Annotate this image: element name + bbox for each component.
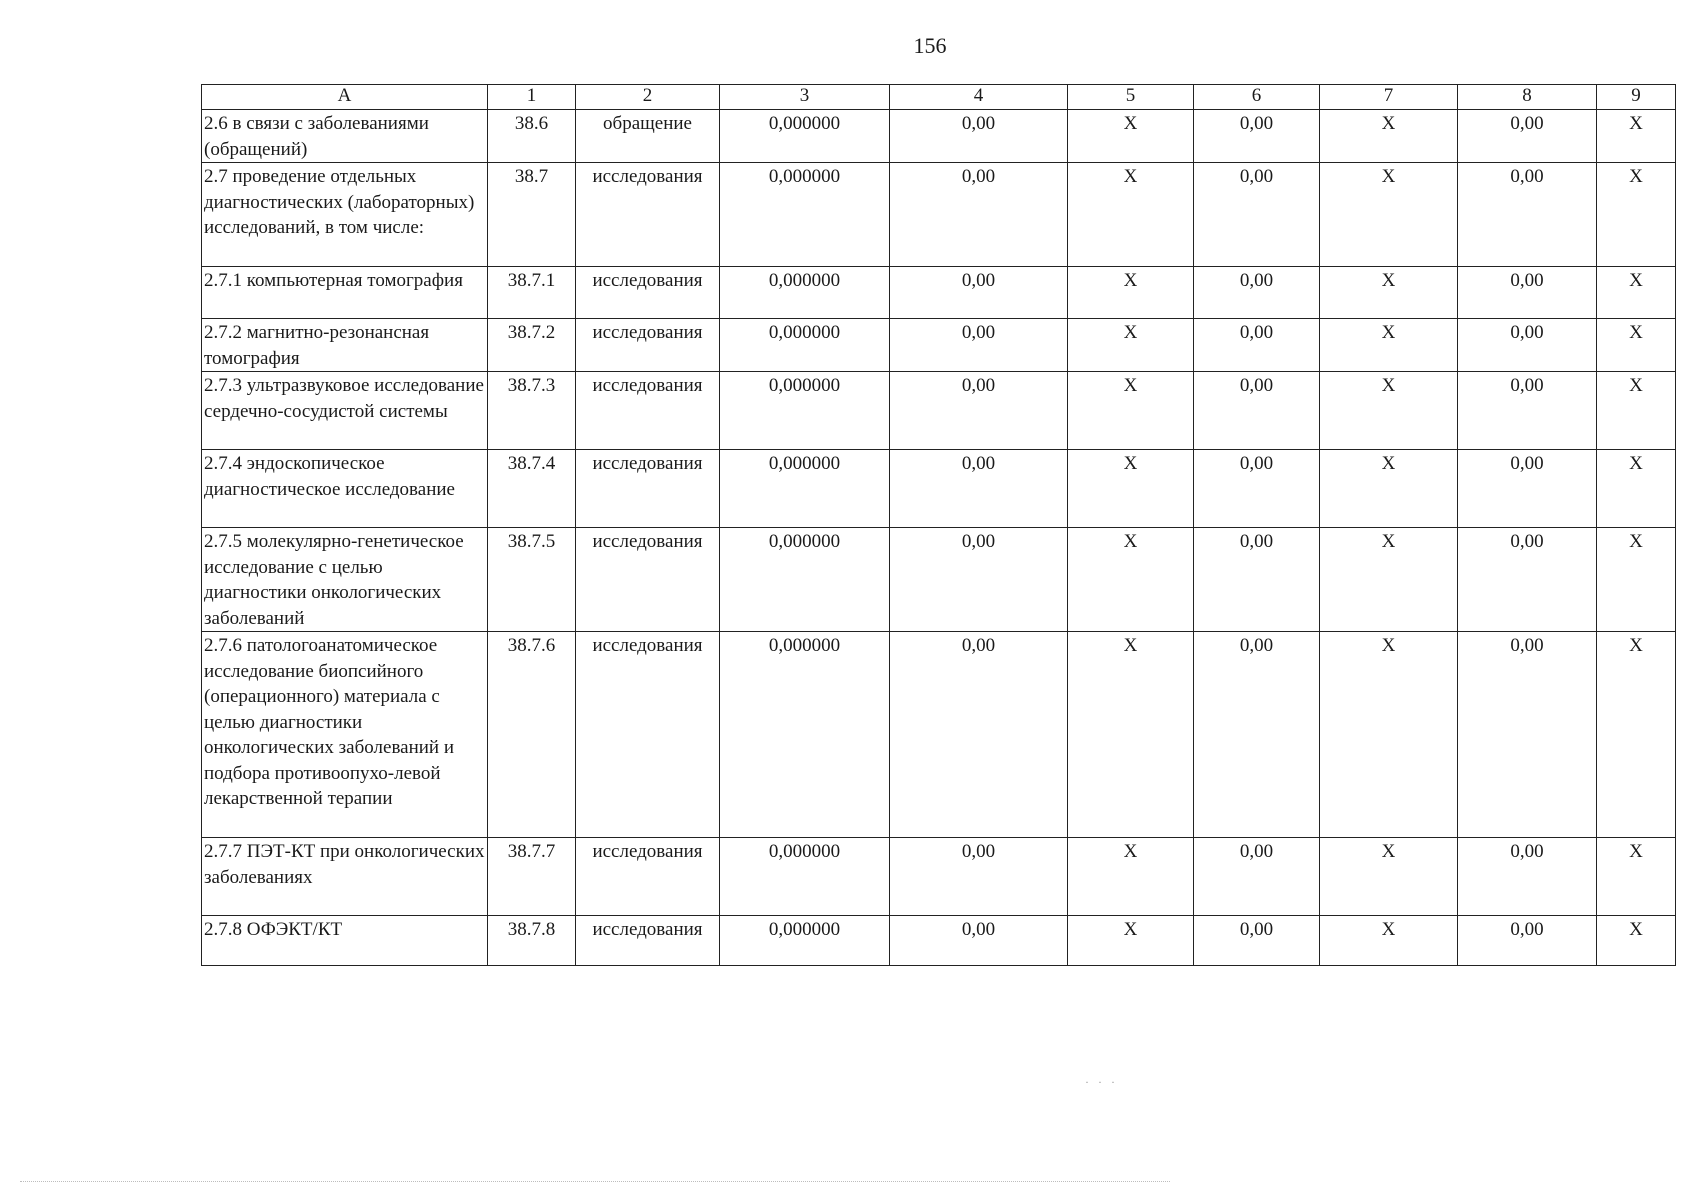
row-value-col4-cell: 0,00 bbox=[890, 838, 1068, 916]
row-value-col3-cell: 0,000000 bbox=[720, 110, 890, 163]
table-row bbox=[202, 450, 1676, 528]
row-value-col3-cell: 0,000000 bbox=[720, 267, 890, 319]
row-value-col9-cell: X bbox=[1597, 450, 1676, 528]
column-header: А bbox=[202, 85, 488, 110]
row-value-col4-cell: 0,00 bbox=[890, 632, 1068, 838]
row-value-col6-cell: 0,00 bbox=[1194, 838, 1320, 916]
row-value-col4-cell: 0,00 bbox=[890, 319, 1068, 372]
row-unit-cell: исследования bbox=[576, 163, 720, 267]
row-value-col9-cell: X bbox=[1597, 528, 1676, 632]
row-value-col8-cell: 0,00 bbox=[1458, 267, 1597, 319]
row-value-col6-cell: 0,00 bbox=[1194, 163, 1320, 267]
row-value-col3-cell: 0,000000 bbox=[720, 632, 890, 838]
row-value-col4-cell: 0,00 bbox=[890, 110, 1068, 163]
row-name-cell: 2.7.4 эндоскопическое диагностическое исследование bbox=[202, 450, 488, 528]
row-unit-cell: исследования bbox=[576, 916, 720, 966]
row-value-col9-cell: X bbox=[1597, 163, 1676, 267]
column-header: 1 bbox=[488, 85, 576, 110]
row-value-col4-cell: 0,00 bbox=[890, 163, 1068, 267]
row-value-col7-cell: X bbox=[1320, 110, 1458, 163]
row-value-col6-cell: 0,00 bbox=[1194, 267, 1320, 319]
row-name-cell: 2.7.5 молекулярно-генетическое исследование с целью диагностики онкологических заболеваний bbox=[202, 528, 488, 632]
row-value-col7-cell: X bbox=[1320, 528, 1458, 632]
row-code-cell: 38.6 bbox=[488, 110, 576, 163]
row-name-cell: 2.6 в связи с заболеваниями (обращений) bbox=[202, 110, 488, 163]
row-value-col4-cell: 0,00 bbox=[890, 450, 1068, 528]
row-value-col7-cell: X bbox=[1320, 632, 1458, 838]
row-code-cell: 38.7.8 bbox=[488, 916, 576, 966]
page-number: 156 bbox=[913, 33, 947, 58]
row-value-col9-cell: X bbox=[1597, 916, 1676, 966]
row-value-col7-cell: X bbox=[1320, 450, 1458, 528]
row-value-col5-cell: X bbox=[1068, 163, 1194, 267]
row-value-col7-cell: X bbox=[1320, 267, 1458, 319]
table-row bbox=[202, 916, 1676, 966]
row-value-col5-cell: X bbox=[1068, 450, 1194, 528]
row-name-cell: 2.7 проведение отдельных диагностических (лабораторных) исследований, в том числе: bbox=[202, 163, 488, 267]
row-value-col9-cell: X bbox=[1597, 838, 1676, 916]
row-code-cell: 38.7.5 bbox=[488, 528, 576, 632]
row-value-col4-cell: 0,00 bbox=[890, 916, 1068, 966]
row-value-col8-cell: 0,00 bbox=[1458, 838, 1597, 916]
row-unit-cell: исследования bbox=[576, 319, 720, 372]
row-value-col5-cell: X bbox=[1068, 838, 1194, 916]
row-value-col8-cell: 0,00 bbox=[1458, 163, 1597, 267]
column-header: 9 bbox=[1597, 85, 1676, 110]
row-value-col6-cell: 0,00 bbox=[1194, 319, 1320, 372]
row-value-col5-cell: X bbox=[1068, 372, 1194, 450]
row-value-col6-cell: 0,00 bbox=[1194, 450, 1320, 528]
row-name-cell: 2.7.2 магнитно-резонансная томография bbox=[202, 319, 488, 372]
row-value-col8-cell: 0,00 bbox=[1458, 450, 1597, 528]
row-value-col8-cell: 0,00 bbox=[1458, 319, 1597, 372]
row-unit-cell: исследования bbox=[576, 372, 720, 450]
column-header: 7 bbox=[1320, 85, 1458, 110]
data-table bbox=[201, 84, 1676, 966]
row-value-col9-cell: X bbox=[1597, 110, 1676, 163]
column-header: 5 bbox=[1068, 85, 1194, 110]
row-value-col7-cell: X bbox=[1320, 319, 1458, 372]
row-unit-cell: исследования bbox=[576, 267, 720, 319]
table-row bbox=[202, 163, 1676, 267]
column-header: 8 bbox=[1458, 85, 1597, 110]
row-value-col6-cell: 0,00 bbox=[1194, 528, 1320, 632]
table-row bbox=[202, 372, 1676, 450]
row-name-cell: 2.7.3 ультразвуковое исследование сердечно-сосудистой системы bbox=[202, 372, 488, 450]
row-unit-cell: исследования bbox=[576, 632, 720, 838]
header-row bbox=[202, 85, 1676, 110]
row-value-col5-cell: X bbox=[1068, 916, 1194, 966]
row-value-col7-cell: X bbox=[1320, 838, 1458, 916]
column-header: 4 bbox=[890, 85, 1068, 110]
column-header: 2 bbox=[576, 85, 720, 110]
row-unit-cell: исследования bbox=[576, 838, 720, 916]
table-body bbox=[202, 110, 1676, 966]
row-value-col5-cell: X bbox=[1068, 528, 1194, 632]
row-value-col4-cell: 0,00 bbox=[890, 267, 1068, 319]
row-name-cell: 2.7.8 ОФЭКТ/КТ bbox=[202, 916, 488, 966]
row-code-cell: 38.7.1 bbox=[488, 267, 576, 319]
row-unit-cell: обращение bbox=[576, 110, 720, 163]
row-unit-cell: исследования bbox=[576, 528, 720, 632]
table-row bbox=[202, 110, 1676, 163]
row-value-col9-cell: X bbox=[1597, 267, 1676, 319]
column-header: 6 bbox=[1194, 85, 1320, 110]
row-code-cell: 38.7.4 bbox=[488, 450, 576, 528]
row-value-col6-cell: 0,00 bbox=[1194, 372, 1320, 450]
row-value-col9-cell: X bbox=[1597, 632, 1676, 838]
row-value-col6-cell: 0,00 bbox=[1194, 916, 1320, 966]
row-code-cell: 38.7.7 bbox=[488, 838, 576, 916]
row-value-col3-cell: 0,000000 bbox=[720, 163, 890, 267]
row-value-col3-cell: 0,000000 bbox=[720, 838, 890, 916]
row-value-col5-cell: X bbox=[1068, 319, 1194, 372]
row-value-col5-cell: X bbox=[1068, 632, 1194, 838]
row-code-cell: 38.7.6 bbox=[488, 632, 576, 838]
row-name-cell: 2.7.6 патологоанатомическое исследование биопсийного (операционного) материала с целью диагностики онкологических заболеваний и подбора противоопухо-левой лекарственной терапии bbox=[202, 632, 488, 838]
row-value-col3-cell: 0,000000 bbox=[720, 372, 890, 450]
row-value-col8-cell: 0,00 bbox=[1458, 916, 1597, 966]
row-value-col8-cell: 0,00 bbox=[1458, 528, 1597, 632]
scan-artifact: · · · bbox=[1085, 1075, 1118, 1089]
row-value-col7-cell: X bbox=[1320, 372, 1458, 450]
row-value-col8-cell: 0,00 bbox=[1458, 110, 1597, 163]
row-code-cell: 38.7.3 bbox=[488, 372, 576, 450]
row-value-col6-cell: 0,00 bbox=[1194, 632, 1320, 838]
row-code-cell: 38.7.2 bbox=[488, 319, 576, 372]
table-row bbox=[202, 632, 1676, 838]
row-code-cell: 38.7 bbox=[488, 163, 576, 267]
row-value-col7-cell: X bbox=[1320, 163, 1458, 267]
row-value-col9-cell: X bbox=[1597, 319, 1676, 372]
row-value-col5-cell: X bbox=[1068, 110, 1194, 163]
column-header: 3 bbox=[720, 85, 890, 110]
table-row bbox=[202, 528, 1676, 632]
row-unit-cell: исследования bbox=[576, 450, 720, 528]
row-value-col6-cell: 0,00 bbox=[1194, 110, 1320, 163]
table-row bbox=[202, 267, 1676, 319]
row-name-cell: 2.7.7 ПЭТ-КТ при онкологических заболеваниях bbox=[202, 838, 488, 916]
row-value-col4-cell: 0,00 bbox=[890, 372, 1068, 450]
scan-artifact-line bbox=[20, 1181, 1170, 1182]
row-value-col8-cell: 0,00 bbox=[1458, 632, 1597, 838]
row-value-col3-cell: 0,000000 bbox=[720, 450, 890, 528]
row-value-col4-cell: 0,00 bbox=[890, 528, 1068, 632]
table-row bbox=[202, 838, 1676, 916]
row-value-col3-cell: 0,000000 bbox=[720, 528, 890, 632]
row-value-col3-cell: 0,000000 bbox=[720, 916, 890, 966]
row-value-col8-cell: 0,00 bbox=[1458, 372, 1597, 450]
row-value-col5-cell: X bbox=[1068, 267, 1194, 319]
row-value-col7-cell: X bbox=[1320, 916, 1458, 966]
row-value-col3-cell: 0,000000 bbox=[720, 319, 890, 372]
row-value-col9-cell: X bbox=[1597, 372, 1676, 450]
table-row bbox=[202, 319, 1676, 372]
row-name-cell: 2.7.1 компьютерная томография bbox=[202, 267, 488, 319]
data-table-container bbox=[201, 84, 1676, 966]
